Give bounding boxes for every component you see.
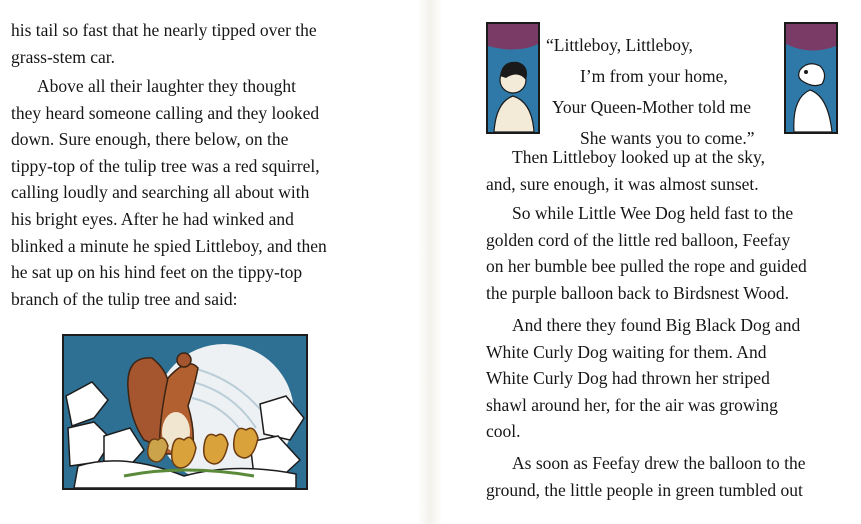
poem-verse: “Littleboy, Littleboy, I’m from your home, Your Queen-Mother told me She wants you to come.” [546, 35, 755, 148]
paragraph: As soon as Feefay drew the balloon to the ground, the little people in green tumbled out [486, 453, 806, 500]
paragraph: So while Little Wee Dog held fast to the golden cord of the little red balloon, Feefay on her bumble bee pulled the rope and guided the purple balloon back to Birdsnest Wood. [486, 203, 807, 303]
left-page [0, 0, 420, 524]
paragraph: his tail so fast that he nearly tipped over the grass-stem car. [11, 20, 317, 67]
littleboy-art [488, 24, 538, 132]
squirrel-illustration-art [64, 336, 306, 488]
dog-picture [784, 22, 838, 134]
dog-art [786, 24, 836, 132]
right-page [440, 0, 861, 524]
littleboy-picture [486, 22, 540, 134]
squirrel-tulip-illustration [62, 334, 308, 490]
paragraph: Then Littleboy looked up at the sky, and, sure enough, it was almost sunset. [486, 147, 766, 194]
book-gutter [418, 0, 442, 524]
paragraph: And there they found Big Black Dog and White Curly Dog waiting for them. And White Curly Dog had thrown her striped shawl around her, for the air was growing cool. [486, 315, 801, 442]
paragraph: Above all their laughter they thought they heard someone calling and they looked down. Sure enough, there below, on the tippy-top of the tulip tree was a red squirrel, calling loudly and searching all about with his bright eyes. After he had winked and blinked a minute he spied Littleboy, and then he sat up on his hind feet on the tippy-top branch of the tulip tree and said: [11, 76, 327, 309]
